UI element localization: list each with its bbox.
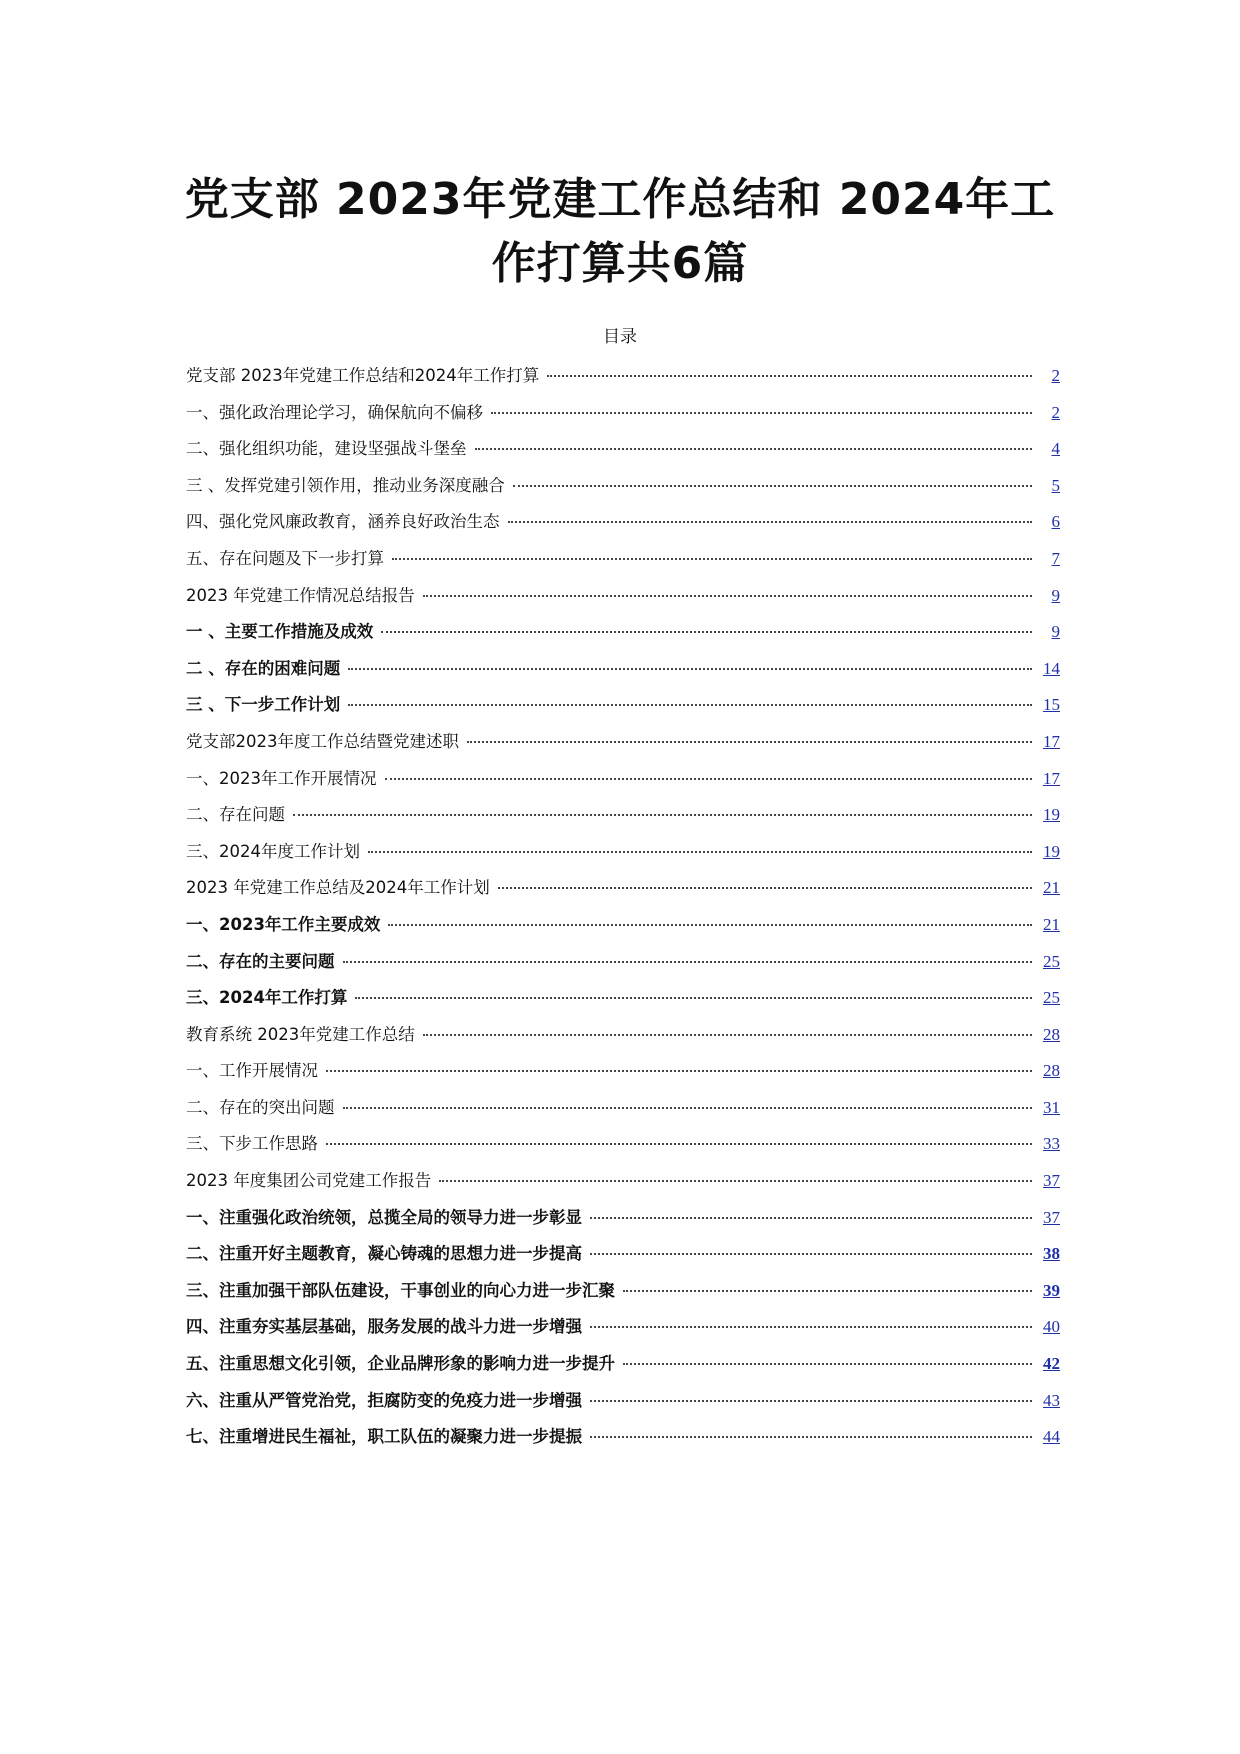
toc-entry[interactable]: [186, 431, 1060, 468]
toc-entry-title[interactable]: 五、存在问题及下一步打算: [186, 548, 384, 568]
toc-entry[interactable]: [186, 687, 1060, 724]
toc-dot-leader: [475, 448, 1033, 450]
toc-heading: 目录: [603, 327, 637, 347]
toc-dot-leader: [439, 1180, 1032, 1182]
toc-page-number-link[interactable]: 39: [1043, 1280, 1060, 1300]
toc-page-number-link[interactable]: 25: [1043, 988, 1060, 1008]
toc-entry[interactable]: [186, 980, 1060, 1017]
toc-dot-leader: [388, 924, 1032, 926]
toc-entry-title[interactable]: 一、注重强化政治统领，总揽全局的领导力进一步彰显: [186, 1207, 582, 1227]
toc-page-number-link[interactable]: 33: [1043, 1134, 1060, 1154]
toc-entry[interactable]: [186, 1017, 1060, 1054]
toc-page-number-link[interactable]: 21: [1043, 914, 1060, 934]
toc-dot-leader: [498, 887, 1032, 889]
toc-entry-title[interactable]: 六、注重从严管党治党，拒腐防变的免疫力进一步增强: [186, 1390, 582, 1410]
toc-dot-leader: [348, 704, 1032, 706]
toc-entry[interactable]: [186, 797, 1060, 834]
toc-entry[interactable]: [186, 1309, 1060, 1346]
toc-entry[interactable]: [186, 1163, 1060, 1200]
toc-entry-title[interactable]: 一、2023年工作主要成效: [186, 914, 381, 934]
toc-dot-leader: [623, 1290, 1032, 1292]
toc-entry-title[interactable]: 三 、发挥党建引领作用，推动业务深度融合: [186, 475, 505, 495]
toc-page-number-link[interactable]: 28: [1043, 1024, 1060, 1044]
table-of-contents: [186, 358, 1060, 1456]
toc-page-number-link[interactable]: 2: [1051, 366, 1060, 385]
toc-entry[interactable]: [186, 468, 1060, 505]
toc-entry-title[interactable]: 三、注重加强干部队伍建设，干事创业的向心力进一步汇聚: [186, 1280, 615, 1300]
toc-page-number-link[interactable]: 25: [1043, 951, 1060, 971]
toc-dot-leader: [491, 412, 1032, 414]
toc-entry-title[interactable]: 四、强化党风廉政教育，涵养良好政治生态: [186, 512, 500, 532]
toc-entry[interactable]: [186, 870, 1060, 907]
toc-page-number-link[interactable]: 21: [1043, 878, 1060, 898]
toc-page-number-link[interactable]: 43: [1043, 1390, 1060, 1410]
toc-entry-title[interactable]: 二、存在问题: [186, 805, 285, 825]
toc-page-number-link[interactable]: 4: [1051, 439, 1060, 459]
toc-entry[interactable]: [186, 395, 1060, 432]
toc-entry[interactable]: [186, 1419, 1060, 1456]
toc-dot-leader: [392, 558, 1032, 560]
toc-page-number-link[interactable]: 9: [1051, 585, 1060, 605]
toc-page-number-link[interactable]: 17: [1043, 731, 1060, 751]
toc-entry-title[interactable]: 一、2023年工作开展情况: [186, 768, 377, 788]
toc-dot-leader: [326, 1143, 1032, 1145]
toc-entry[interactable]: [186, 614, 1060, 651]
toc-dot-leader: [381, 631, 1032, 633]
toc-page-number-link[interactable]: 19: [1043, 805, 1060, 825]
toc-page-number-link[interactable]: 31: [1043, 1097, 1060, 1117]
toc-page-number-link[interactable]: 37: [1043, 1207, 1060, 1227]
toc-entry[interactable]: [186, 1200, 1060, 1237]
toc-entry[interactable]: [186, 1126, 1060, 1163]
document-title-line-1: 党支部 2023年党建工作总结和 2024年工: [184, 174, 1056, 225]
toc-entry-title[interactable]: 党支部2023年度工作总结暨党建述职: [186, 731, 459, 751]
toc-entry[interactable]: [186, 1383, 1060, 1420]
toc-page-number-link[interactable]: 7: [1051, 548, 1060, 568]
toc-dot-leader: [590, 1326, 1032, 1328]
toc-entry[interactable]: [186, 944, 1060, 981]
toc-entry-title[interactable]: 三 、下一步工作计划: [186, 695, 341, 715]
toc-entry-title[interactable]: 五、注重思想文化引领，企业品牌形象的影响力进一步提升: [186, 1354, 615, 1374]
toc-dot-leader: [547, 375, 1032, 377]
toc-entry-title[interactable]: 三、2024年度工作计划: [186, 841, 360, 861]
toc-dot-leader: [355, 997, 1032, 999]
toc-page-number-link[interactable]: 37: [1043, 1171, 1060, 1191]
toc-entry[interactable]: [186, 651, 1060, 688]
toc-entry[interactable]: [186, 724, 1060, 761]
toc-entry-title[interactable]: 2023 年度集团公司党建工作报告: [186, 1171, 432, 1191]
toc-dot-leader: [590, 1400, 1032, 1402]
toc-entry-title[interactable]: 一 、主要工作措施及成效: [186, 622, 374, 642]
toc-entry[interactable]: [186, 541, 1060, 578]
toc-entry[interactable]: [186, 578, 1060, 615]
toc-entry[interactable]: [186, 1273, 1060, 1310]
toc-entry[interactable]: [186, 1053, 1060, 1090]
toc-entry-title[interactable]: 三、2024年工作打算: [186, 988, 348, 1008]
toc-dot-leader: [343, 961, 1033, 963]
toc-entry-title[interactable]: 二、存在的主要问题: [186, 951, 335, 971]
toc-dot-leader: [348, 668, 1032, 670]
toc-page-number-link[interactable]: 40: [1043, 1317, 1060, 1337]
toc-entry[interactable]: [186, 761, 1060, 798]
toc-entry-title[interactable]: 党支部 2023年党建工作总结和2024年工作打算: [186, 366, 540, 385]
toc-page-number-link[interactable]: 19: [1043, 841, 1060, 861]
toc-dot-leader: [590, 1217, 1032, 1219]
toc-page-number-link[interactable]: 2: [1051, 402, 1060, 422]
toc-entry-title[interactable]: 四、注重夯实基层基础，服务发展的战斗力进一步增强: [186, 1317, 582, 1337]
toc-entry-title[interactable]: 三、下步工作思路: [186, 1134, 318, 1154]
toc-dot-leader: [368, 851, 1032, 853]
toc-page-number-link[interactable]: 44: [1043, 1427, 1060, 1447]
toc-dot-leader: [423, 1034, 1032, 1036]
toc-page-number-link[interactable]: 15: [1043, 695, 1060, 715]
toc-entry-title[interactable]: 一、工作开展情况: [186, 1061, 318, 1081]
toc-page-number-link[interactable]: 6: [1051, 512, 1060, 532]
toc-entry[interactable]: [186, 907, 1060, 944]
toc-dot-leader: [623, 1363, 1032, 1365]
toc-dot-leader: [293, 814, 1032, 816]
toc-entry-title[interactable]: 二、注重开好主题教育，凝心铸魂的思想力进一步提高: [186, 1244, 582, 1264]
toc-entry[interactable]: [186, 1236, 1060, 1273]
toc-entry[interactable]: [186, 1090, 1060, 1127]
toc-entry[interactable]: [186, 834, 1060, 871]
toc-page-number-link[interactable]: 42: [1043, 1354, 1060, 1374]
toc-dot-leader: [385, 778, 1033, 780]
toc-entry[interactable]: [186, 1346, 1060, 1383]
toc-page-number-link[interactable]: 5: [1051, 475, 1060, 495]
toc-dot-leader: [508, 521, 1033, 523]
toc-entry-title[interactable]: 2023 年党建工作总结及2024年工作计划: [186, 878, 490, 898]
toc-dot-leader: [343, 1107, 1033, 1109]
toc-dot-leader: [513, 485, 1032, 487]
toc-page-number-link[interactable]: 38: [1043, 1244, 1060, 1264]
toc-dot-leader: [590, 1436, 1032, 1438]
toc-entry[interactable]: [186, 504, 1060, 541]
document-title-line-2: 作打算共6篇: [491, 238, 749, 289]
toc-dot-leader: [423, 595, 1032, 597]
toc-entry-title[interactable]: 二、强化组织功能，建设坚强战斗堡垒: [186, 439, 467, 459]
toc-dot-leader: [326, 1070, 1032, 1072]
toc-dot-leader: [590, 1253, 1032, 1255]
toc-entry-title[interactable]: 二 、存在的困难问题: [186, 658, 341, 678]
toc-entry-title[interactable]: 一、强化政治理论学习，确保航向不偏移: [186, 402, 483, 422]
toc-entry[interactable]: [186, 358, 1060, 395]
toc-entry-title[interactable]: 七、注重增进民生福祉，职工队伍的凝聚力进一步提振: [186, 1427, 582, 1447]
toc-page-number-link[interactable]: 17: [1043, 768, 1060, 788]
toc-page-number-link[interactable]: 14: [1043, 658, 1060, 678]
toc-entry-title[interactable]: 二、存在的突出问题: [186, 1097, 335, 1117]
toc-page-number-link[interactable]: 9: [1051, 622, 1060, 642]
document-title: [140, 168, 1100, 296]
toc-dot-leader: [467, 741, 1032, 743]
toc-entry-title[interactable]: 教育系统 2023年党建工作总结: [186, 1024, 415, 1044]
toc-page-number-link[interactable]: 28: [1043, 1061, 1060, 1081]
toc-entry-title[interactable]: 2023 年党建工作情况总结报告: [186, 585, 415, 605]
